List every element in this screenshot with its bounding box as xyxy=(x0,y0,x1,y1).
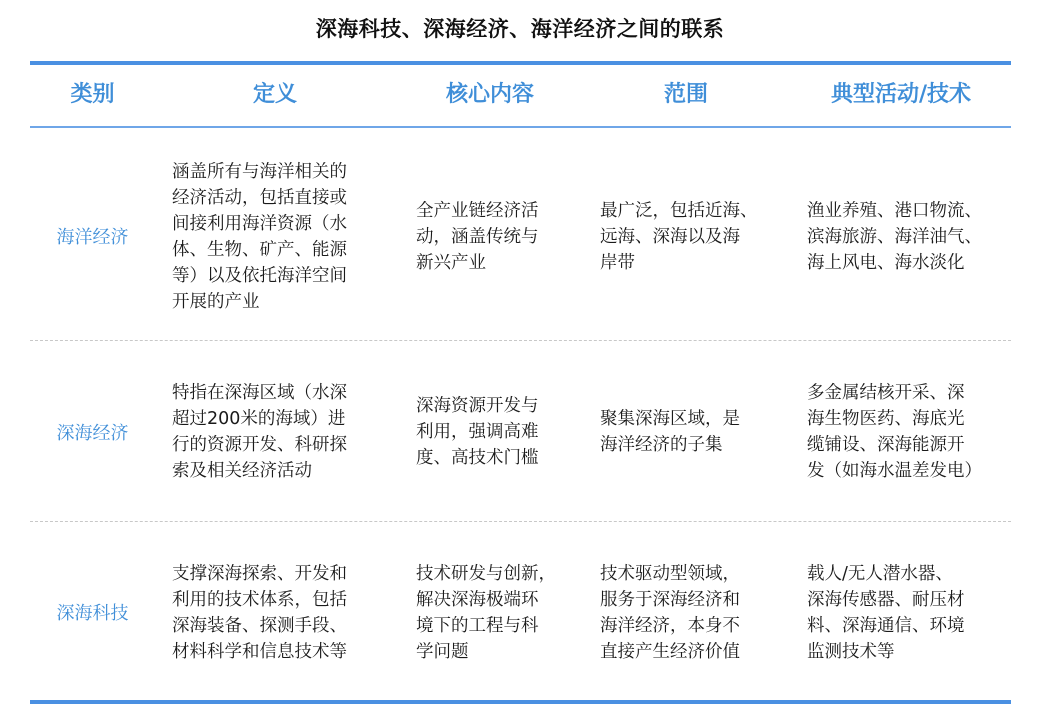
row-scope: 技术驱动型领域， 服务于深海经济和 海洋经济，本身不 直接产生经济价值 xyxy=(600,564,740,662)
row-core-content: 全产业链经济活 动，涵盖传统与 新兴产业 xyxy=(416,201,539,273)
header-typical-activities: 典型活动/技术 xyxy=(830,82,972,107)
row-category: 深海经济 xyxy=(56,423,129,444)
header-category: 类别 xyxy=(70,82,115,107)
row-divider xyxy=(30,521,1011,522)
table-top-rule xyxy=(30,61,1011,65)
row-typical-activities: 载人/无人潜水器、 深海传感器、耐压材 料、深海通信、环境 监测技术等 xyxy=(807,564,965,662)
row-category: 海洋经济 xyxy=(56,227,129,248)
row-definition: 特指在深海区域（水深 超过200米的海域）进 行的资源开发、科研探 索及相关经济活动 xyxy=(172,383,347,481)
row-definition: 涵盖所有与海洋相关的 经济活动，包括直接或 间接利用海洋资源（水 体、生物、矿产、能源 等）以及依托海洋空间 开展的产业 xyxy=(172,162,347,312)
row-core-content: 技术研发与创新， 解决深海极端环 境下的工程与科 学问题 xyxy=(416,564,556,662)
row-core-content: 深海资源开发与 利用，强调高难 度、高技术门槛 xyxy=(416,396,539,468)
header-scope: 范围 xyxy=(663,82,708,107)
row-scope: 最广泛，包括近海、 远海、深海以及海 岸带 xyxy=(600,201,758,273)
page-title: 深海科技、深海经济、海洋经济之间的联系 xyxy=(315,17,725,41)
row-divider xyxy=(30,340,1011,341)
row-scope: 聚集深海区域，是 海洋经济的子集 xyxy=(600,409,740,455)
row-definition: 支撑深海探索、开发和 利用的技术体系，包括 深海装备、探测手段、 材料科学和信息技术等 xyxy=(172,564,347,662)
header-core-content: 核心内容 xyxy=(445,82,534,107)
row-category: 深海科技 xyxy=(56,603,129,624)
header-divider xyxy=(30,126,1011,128)
row-typical-activities: 渔业养殖、港口物流、 滨海旅游、海洋油气、 海上风电、海水淡化 xyxy=(807,201,982,273)
header-definition: 定义 xyxy=(252,82,297,107)
row-typical-activities: 多金属结核开采、深 海生物医药、海底光 缆铺设、深海能源开 发（如海水温差发电） xyxy=(807,383,982,481)
table-bottom-rule xyxy=(30,700,1011,704)
